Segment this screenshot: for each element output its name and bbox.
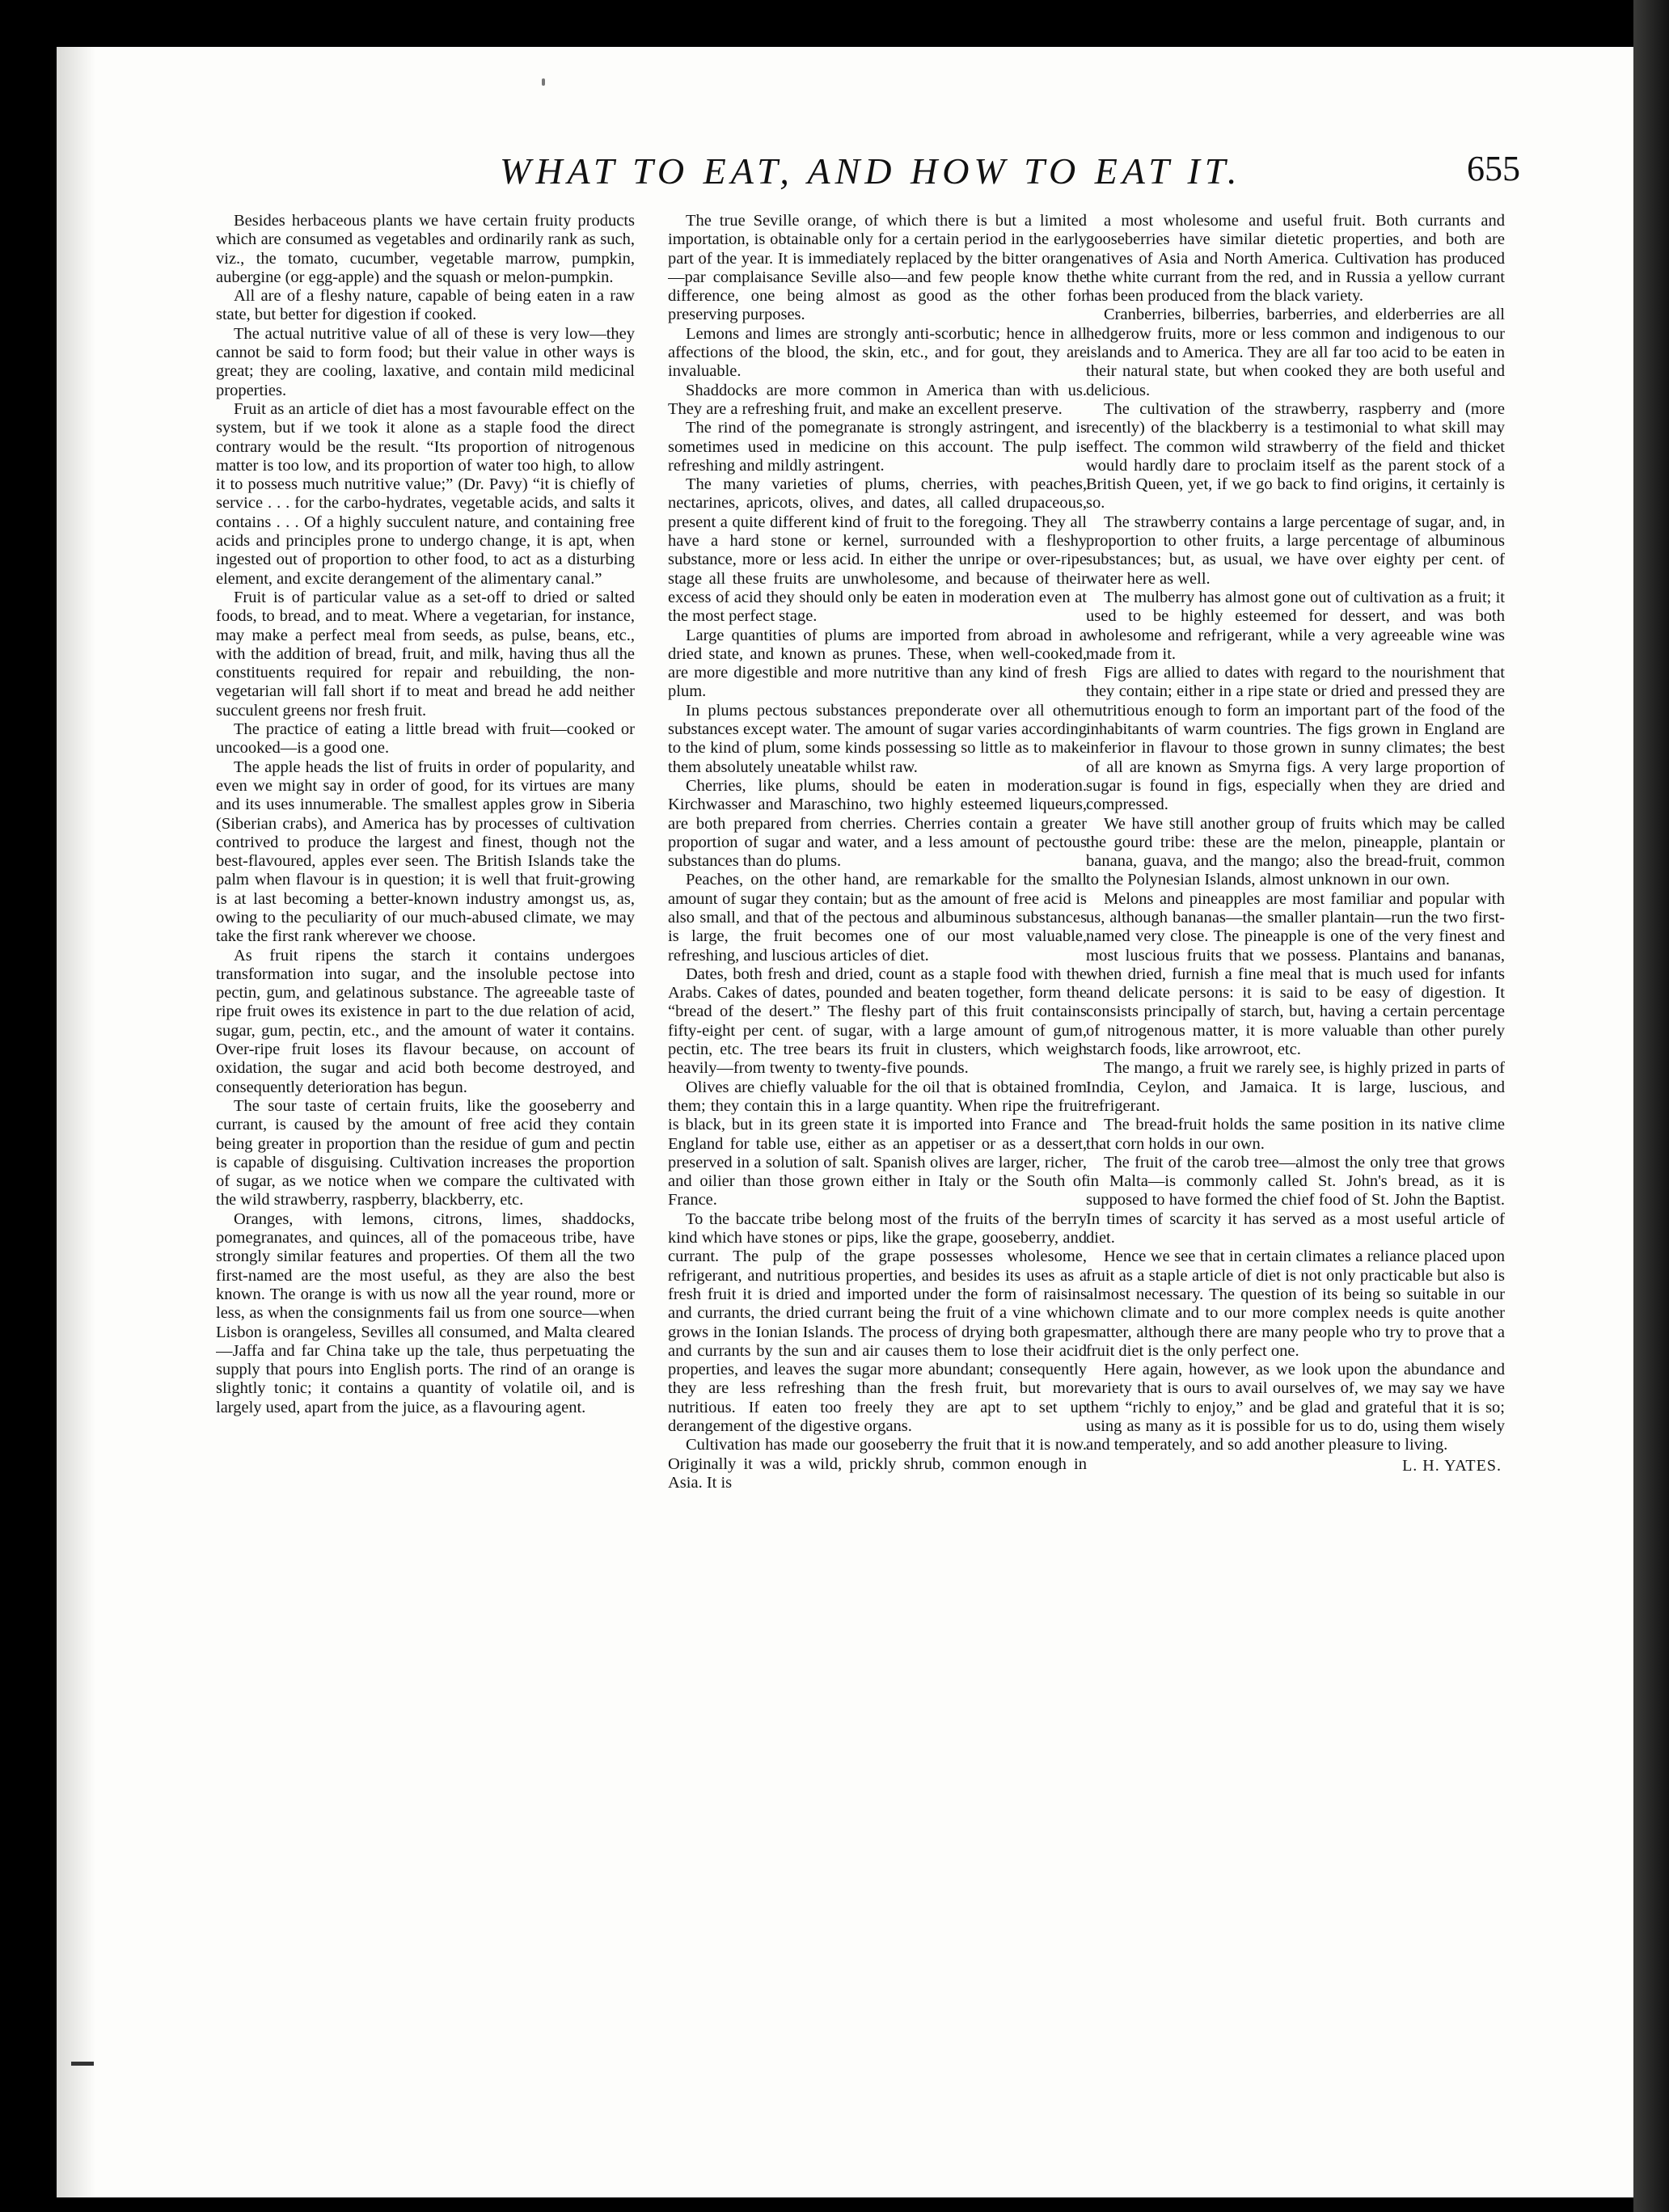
binding-gutter: [57, 47, 95, 2197]
paragraph: The apple heads the list of fruits in order of popularity, and even we might say in order of good, for its virtues are many and its uses innumerable. The smallest apples grow in Siberia (Siberian crabs), and America has by processes of cultivation contrived to produce the largest and finest, though not the best-flavoured, apples ever seen. The British Islands take the palm when flavour is in question; it is well that fruit-growing is at last becoming a better-known industry amongst us, as, owing to the peculiarity of our much-abused climate, we may take the first rank wherever we choose.: [216, 758, 635, 946]
paragraph: All are of a fleshy nature, capable of being eaten in a raw state, but better for digestion if cooked.: [216, 287, 635, 324]
paragraph: Dates, both fresh and dried, count as a staple food with the Arabs. Cakes of dates, pounded and beaten together, form the “bread of the desert.” The fleshy part of this fruit contains fifty-eight per cent. of sugar, with a large amount of gum, pectin, etc. The tree bears its fruit in clusters, which weigh heavily—from twenty to twenty-five pounds.: [668, 965, 1087, 1078]
paragraph: The cultivation of the strawberry, raspberry and (more recently) of the blackberry is a testimonial to what skill may effect. The common wild strawberry of the field and thicket would hardly dare to proclaim itself as the parent stock of a British Queen, yet, if we go back to find origins, it certainly is so.: [1086, 399, 1505, 513]
paragraph: Cultivation has made our gooseberry the fruit that it is now. Originally it was a wild, prickly shrub, common enough in Asia. It is: [668, 1436, 1087, 1492]
paragraph: The rind of the pomegranate is strongly astringent, and is sometimes used in medicine on this account. The pulp is refreshing and mildly astringent.: [668, 419, 1087, 475]
paragraph: Besides herbaceous plants we have certain fruity products which are consumed as vegetables and ordinarily rank as such, viz., the tomato, cucumber, vegetable marrow, pumpkin, aubergine (or egg-apple) and the squash or melon-pumpkin.: [216, 212, 635, 286]
paragraph: Figs are allied to dates with regard to the nourishment that they contain; either in a ripe state or dried and pressed they are nutritious enough to form an important part of the food of the inhabitants of warm countries. The figs grown in England are inferior in flavour to those grown in sunny climates; the best of all are known as Smyrna figs. A very large proportion of sugar is found in figs, especially when they are dried and compressed.: [1086, 664, 1505, 814]
paragraph: a most wholesome and useful fruit. Both currants and gooseberries have similar dietetic properties, and both are natives of Asia and North America. Cultivation has produced the white currant from the red, and in Russia a yellow currant has been produced from the black variety.: [1086, 212, 1505, 306]
paragraph: The actual nutritive value of all of these is very low—they cannot be said to form food; but their value in other ways is great; they are cooling, laxative, and contain mild medicinal properties.: [216, 324, 635, 399]
article-column-2: [668, 212, 1087, 2071]
paragraph: Peaches, on the other hand, are remarkable for the small amount of sugar they contain; but as the amount of free acid is also small, and that of the pectous and albuminous substances is large, the fruit becomes one of our most valuable, refreshing, and luscious articles of diet.: [668, 871, 1087, 965]
article-column-1: [216, 212, 635, 2071]
paragraph: The bread-fruit holds the same position in its native clime that corn holds in our own.: [1086, 1116, 1505, 1153]
paragraph: Cherries, like plums, should be eaten in moderation. Kirchwasser and Maraschino, two highly esteemed liqueurs, are both prepared from cherries. Cherries contain a greater proportion of sugar and water, and a less amount of pectous substances than do plums.: [668, 776, 1087, 871]
paragraph: We have still another group of fruits which may be called the gourd tribe: these are the melon, pineapple, plantain or banana, guava, and the mango; also the bread-fruit, common to the Polynesian Islands, almost unknown in our own.: [1086, 814, 1505, 889]
paragraph: Melons and pineapples are most familiar and popular with us, although bananas—the smaller plantain—run the two first-named very close. The pineapple is one of the very finest and most luscious fruits that we possess. Plantains and bananas, when dried, furnish a fine meal that is much used for infants and delicate persons: it is said to be easy of digestion. It consists principally of starch, but, having a certain percentage of nitrogenous matter, it is more valuable than other purely starch foods, like arrowroot, etc.: [1086, 889, 1505, 1059]
running-title: WHAT TO EAT, AND HOW TO EAT IT.: [500, 150, 1242, 192]
paragraph: Fruit as an article of diet has a most favourable effect on the system, but if we took it alone as a staple food the direct contrary would be the result. “Its proportion of nitrogenous matter is too low, and its proportion of water too high, to allow it to possess much nutritive value;” (Dr. Pavy) “it is chiefly of service . . . for the carbo-hydrates, vegetable acids, and salts it contains . . . Of a highly succulent nature, and containing free acids and principles prone to undergo change, it is apt, when ingested out of proportion to other food, to act as a disturbing element, and excite derangement of the alimentary canal.”: [216, 399, 635, 588]
paragraph: To the baccate tribe belong most of the fruits of the berry kind which have stones or pips, like the grape, gooseberry, and currant. The pulp of the grape possesses wholesome, refrigerant, and nutritious properties, and besides its uses as a fresh fruit it is dried and imported under the form of raisins and currants, the dried currant being the fruit of a vine which grows in the Ionian Islands. The process of drying both grapes and currants by the sun and air causes them to lose their acid properties, and leaves the sugar more abundant; consequently they are less refreshing than the fresh fruit, but more nutritious. If eaten too freely they are apt to set up derangement of the digestive organs.: [668, 1209, 1087, 1435]
paragraph: Hence we see that in certain climates a reliance placed upon fruit as a staple article of diet is not only practicable but also is almost necessary. The question of its being so suitable in our own climate and to our more complex needs is quite another matter, although there are many people who try to prove that a fruit diet is the only perfect one.: [1086, 1247, 1505, 1360]
paragraph: Fruit is of particular value as a set-off to dried or salted foods, to bread, and to meat. Where a vegetarian, for instance, may make a perfect meal from seeds, as pulse, beans, etc., with the addition of bread, fruit, and milk, having thus all the constituents required for repair and rebuilding, the non-vegetarian will fall short if to meat and bread he add neither succulent greens nor fresh fruit.: [216, 588, 635, 720]
ink-speck: [542, 78, 545, 86]
paragraph: The mango, a fruit we rarely see, is highly prized in parts of India, Ceylon, and Jamaica. It is large, luscious, and refrigerant.: [1086, 1059, 1505, 1115]
paragraph: Lemons and limes are strongly anti-scorbutic; hence in all affections of the blood, the skin, etc., and for gout, they are invaluable.: [668, 324, 1087, 381]
paragraph: Cranberries, bilberries, barberries, and elderberries are all hedgerow fruits, more or less common and indigenous to our islands and to America. They are all far too acid to be eaten in their natural state, but when cooked they are both useful and delicious.: [1086, 306, 1505, 399]
paragraph: Shaddocks are more common in America than with us. They are a refreshing fruit, and make an excellent preserve.: [668, 381, 1087, 418]
paragraph: In plums pectous substances preponderate over all other substances except water. The amount of sugar varies according to the kind of plum, some kinds possessing so little as to make them absolutely uneatable whilst raw.: [668, 701, 1087, 776]
paragraph: The strawberry contains a large percentage of sugar, and, in proportion to other fruits, a large percentage of albuminous substances; but, as usual, we have over eighty per cent. of water here as well.: [1086, 513, 1505, 588]
paragraph: The fruit of the carob tree—almost the only tree that grows in Malta—is commonly called St. John's bread, as it is supposed to have formed the chief food of St. John the Baptist. In times of scarcity it has served as a most useful article of diet.: [1086, 1153, 1505, 1247]
margin-mark: [71, 2062, 94, 2066]
paragraph: Oranges, with lemons, citrons, limes, shaddocks, pomegranates, and quinces, all of the pomaceous tribe, have strongly similar features and properties. Of them all the two first-named are the most useful, as they are also the best known. The orange is with us now all the year round, more or less, as when the consignments fail us from one source—when Lisbon is orangeless, Sevilles all consumed, and Malta cleared—Jaffa and far China take up the tale, thus perpetuating the supply that pours into English ports. The rind of an orange is slightly tonic; it contains a quantity of volatile oil, and is largely used, apart from the juice, as a flavouring agent.: [216, 1209, 635, 1416]
paragraph: The mulberry has almost gone out of cultivation as a fruit; it used to be highly esteemed for dessert, and was both wholesome and refrigerant, while a very agreeable wine was made from it.: [1086, 588, 1505, 663]
paragraph: As fruit ripens the starch it contains undergoes transformation into sugar, and the insoluble pectose into pectin, gum, and gelatinous substance. The agreeable taste of ripe fruit owes its existence in part to the due relation of acid, sugar, gum, pectin, etc., and the amount of water it contains. Over-ripe fruit loses its flavour because, on account of oxidation, the sugar and acid both become destroyed, and consequently deterioration has begun.: [216, 946, 635, 1096]
author-signature: L. H. YATES.: [1402, 1456, 1502, 1475]
paragraph: Here again, however, as we look upon the abundance and variety that is ours to avail ourselves of, we may say we have them “richly to enjoy,” and be glad and grateful that it is so; using as many as it is possible for us to do, using them wisely and temperately, and so add another pleasure to living.: [1086, 1361, 1505, 1454]
paragraph: The practice of eating a little bread with fruit—cooked or uncooked—is a good one.: [216, 720, 635, 758]
paragraph: Olives are chiefly valuable for the oil that is obtained from them; they contain this in a large quantity. When ripe the fruit is black, but in its green state it is imported into France and England for table use, either as an appetiser or as a dessert, preserved in a solution of salt. Spanish olives are larger, richer, and oilier than those grown either in Italy or the South of France.: [668, 1078, 1087, 1209]
paragraph: Large quantities of plums are imported from abroad in a dried state, and known as prunes. These, when well-cooked, are more digestible and more nutritive than any kind of fresh plum.: [668, 626, 1087, 701]
page-edge-shadow: [1633, 0, 1669, 2212]
paragraph: The sour taste of certain fruits, like the gooseberry and currant, is caused by the amount of free acid they contain being greater in proportion than the residue of gum and pectin is capable of disguising. Cultivation increases the proportion of sugar, as we notice when we compare the cultivated with the wild strawberry, raspberry, blackberry, etc.: [216, 1096, 635, 1209]
page-header: [210, 150, 1520, 206]
article-column-3: [1086, 212, 1505, 2071]
paragraph: The true Seville orange, of which there is but a limited importation, is obtainable only for a certain period in the early part of the year. It is immediately replaced by the bitter orange—par complaisance Seville also—and few people know the difference, one being almost as good as the other for preserving purposes.: [668, 212, 1087, 324]
paragraph: The many varieties of plums, cherries, with peaches, nectarines, apricots, olives, and dates, all called drupaceous, present a quite different kind of fruit to the foregoing. They all have a hard stone or kernel, surrounded with a fleshy substance, more or less acid. In either the unripe or over-ripe stage all these fruits are unwholesome, and because of their excess of acid they should only be eaten in moderation even at the most perfect stage.: [668, 475, 1087, 626]
page-number: 655: [1467, 149, 1520, 188]
